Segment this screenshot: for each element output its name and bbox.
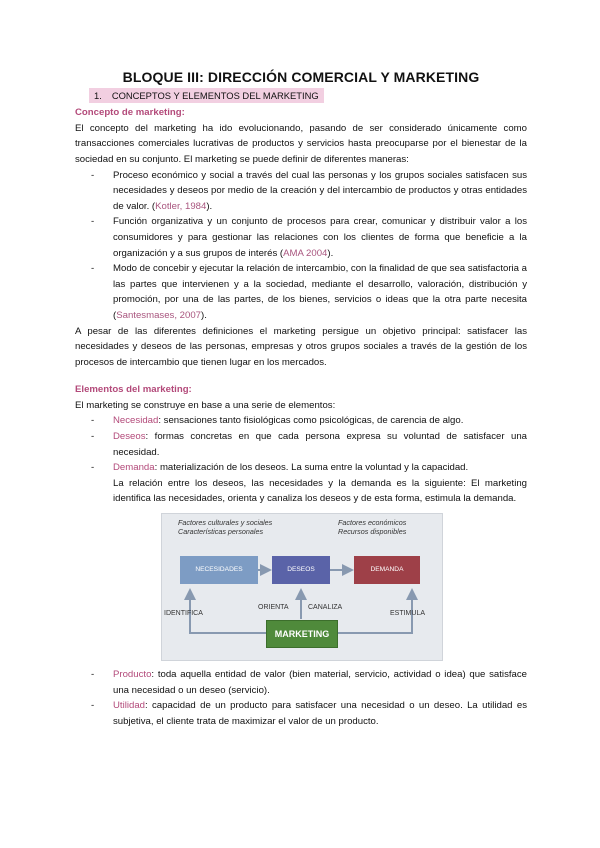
factors-right: Factores económicos Recursos disponibles — [338, 518, 407, 537]
element-term: Demanda — [113, 462, 155, 474]
label-identifica: IDENTIFICA — [164, 610, 203, 618]
marketing-diagram — [161, 513, 443, 661]
citation: Kotler, 1984 — [155, 200, 207, 212]
definition-item: - Modo de concebir y ejecutar la relación de intercambio, con la finalidad de que sea satisfactoria a las partes que intervienen y a la sociedad, mediante el desarrollo, valoración, distribución y promoción, por una de las partes, de los bienes, servicios o ideas que la otra parte necesita (Santesmases, 2007). — [113, 261, 527, 323]
factors-left: Factores culturales y sociales Características personales — [178, 518, 273, 537]
elementos-heading: Elementos del marketing: — [75, 384, 192, 396]
elements-list-2 — [75, 667, 527, 729]
element-item: - Utilidad: capacidad de un producto para satisfacer una necesidad o un deseo. La utilidad es subjetiva, el cliente trata de maximizar el valor de un producto. — [113, 698, 527, 729]
element-term: Producto — [113, 669, 152, 681]
element-item: - Deseos: formas concretas en que cada persona expresa su voluntad de satisfacer una necesidad. — [113, 429, 527, 460]
marketing-box: MARKETING — [266, 620, 338, 648]
section-label: CONCEPTOS Y ELEMENTOS DEL MARKETING — [111, 89, 319, 101]
section-heading — [89, 88, 324, 104]
citation: Santesmases, 2007 — [116, 309, 202, 321]
element-item: - Necesidad: sensaciones tanto fisiológicas como psicológicas, de carencia de algo. — [113, 413, 527, 429]
page-title: BLOQUE III: DIRECCIÓN COMERCIAL Y MARKETING — [122, 69, 480, 85]
citation: AMA 2004 — [283, 247, 328, 259]
demanda-box: DEMANDA — [354, 556, 420, 584]
concepto-heading: Concepto de marketing: — [75, 107, 185, 119]
relation-paragraph: La relación entre los deseos, las necesidades y la demanda es la siguiente: El marketing identifica las necesidades, orienta y canaliza los deseos y de esta forma, estimula la demanda. — [113, 477, 527, 505]
document-page — [75, 70, 527, 729]
necesidades-box: NECESIDADES — [180, 556, 258, 584]
section-number: 1. — [94, 89, 102, 101]
label-orienta: ORIENTA — [258, 604, 289, 612]
elementos-intro: El marketing se construye en base a una serie de elementos: — [75, 399, 336, 411]
element-term: Utilidad — [113, 700, 145, 712]
definition-item: - Función organizativa y un conjunto de procesos para crear, comunicar y distribuir valor a los consumidores y para gestionar las relaciones con los clientes de forma que beneficie a la organización y a sus grupos de interés (AMA 2004). — [113, 214, 527, 261]
concepto-intro: El concepto del marketing ha ido evolucionando, pasando de ser considerado únicamente como transacciones comerciales lucrativas de productos y servicios hasta preocuparse por el bienestar de la sociedad en su conjunto. El marketing se puede definir de diferentes maneras: — [75, 122, 527, 165]
definition-list — [75, 168, 527, 324]
element-term: Necesidad — [113, 415, 159, 427]
element-item: - Demanda: materialización de los deseos. La suma entre la voluntad y la capacidad. — [113, 460, 527, 476]
concepto-conclusion: A pesar de las diferentes definiciones el marketing persigue un objetivo principal: satisfacer las necesidades y deseos de las personas, empresas y otros grupos sociales a través de la gestión de los procesos de intercambio que tienen lugar en los mercados. — [75, 325, 527, 368]
label-estimula: ESTIMULA — [390, 610, 426, 618]
element-term: Deseos — [113, 431, 146, 443]
label-canaliza: CANALIZA — [308, 604, 343, 612]
elements-list — [75, 413, 527, 475]
deseos-box: DESEOS — [272, 556, 330, 584]
element-item: - Producto: toda aquella entidad de valor (bien material, servicio, actividad o idea) que satisface una necesidad o un deseo (servicio). — [113, 667, 527, 698]
definition-item: - Proceso económico y social a través del cual las personas y los grupos sociales satisfacen sus necesidades y deseos por medio de la creación y del intercambio de productos y otras entidades de valor. (Kotler, 1984). — [113, 168, 527, 215]
